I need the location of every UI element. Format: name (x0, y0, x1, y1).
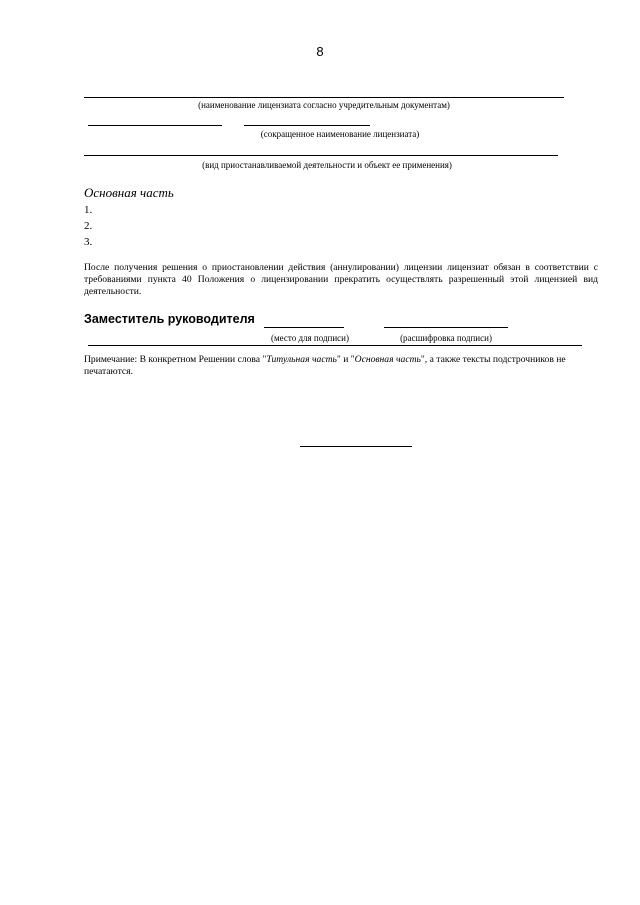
licensee-short-name-caption: (сокращенное наименование лицензиата) (260, 129, 420, 139)
body-paragraph: После получения решения о приостановлении действия (аннулировании) лицензии лицензиат обязан в соответствии с требованиями пункта 40 Положения о лицензировании прекратить осуществлять разрешенный этой лицензией вид деятельности. (84, 262, 598, 297)
main-part-list (84, 202, 92, 250)
licensee-name-line (84, 97, 564, 98)
main-part-title: Основная часть (84, 185, 174, 200)
list-item: 1. (84, 204, 93, 216)
activity-type-caption: (вид приостанавливаемой деятельности и объект ее применения) (202, 160, 452, 170)
closing-separator (300, 446, 412, 447)
note-term-title-part: Титульная часть (266, 354, 337, 365)
activity-type-line (84, 155, 558, 156)
list-item: 3. (84, 236, 93, 248)
short-name-left-line (88, 125, 222, 126)
signature-place-caption: (место для подписи) (270, 333, 349, 343)
note-suffix: ", а также тексты подстрочников не печатаются. (84, 354, 566, 377)
list-item: 2. (84, 220, 93, 232)
licensee-name-caption: (наименование лицензиата согласно учредительным документам) (198, 100, 450, 110)
signer-title: Заместитель руководителя (84, 312, 255, 326)
signature-line (264, 327, 344, 328)
signature-decoding-caption: (расшифровка подписи) (400, 333, 492, 343)
note-prefix: Примечание: В конкретном Решении слова " (84, 354, 267, 365)
note-term-main-part: Основная часть (354, 354, 421, 365)
short-name-right-line (244, 125, 370, 126)
page-number: 8 (316, 44, 324, 59)
signature-decoding-line (384, 327, 508, 328)
note-text (84, 354, 598, 378)
note-middle: " и " (336, 354, 355, 365)
signature-long-line (88, 345, 582, 346)
